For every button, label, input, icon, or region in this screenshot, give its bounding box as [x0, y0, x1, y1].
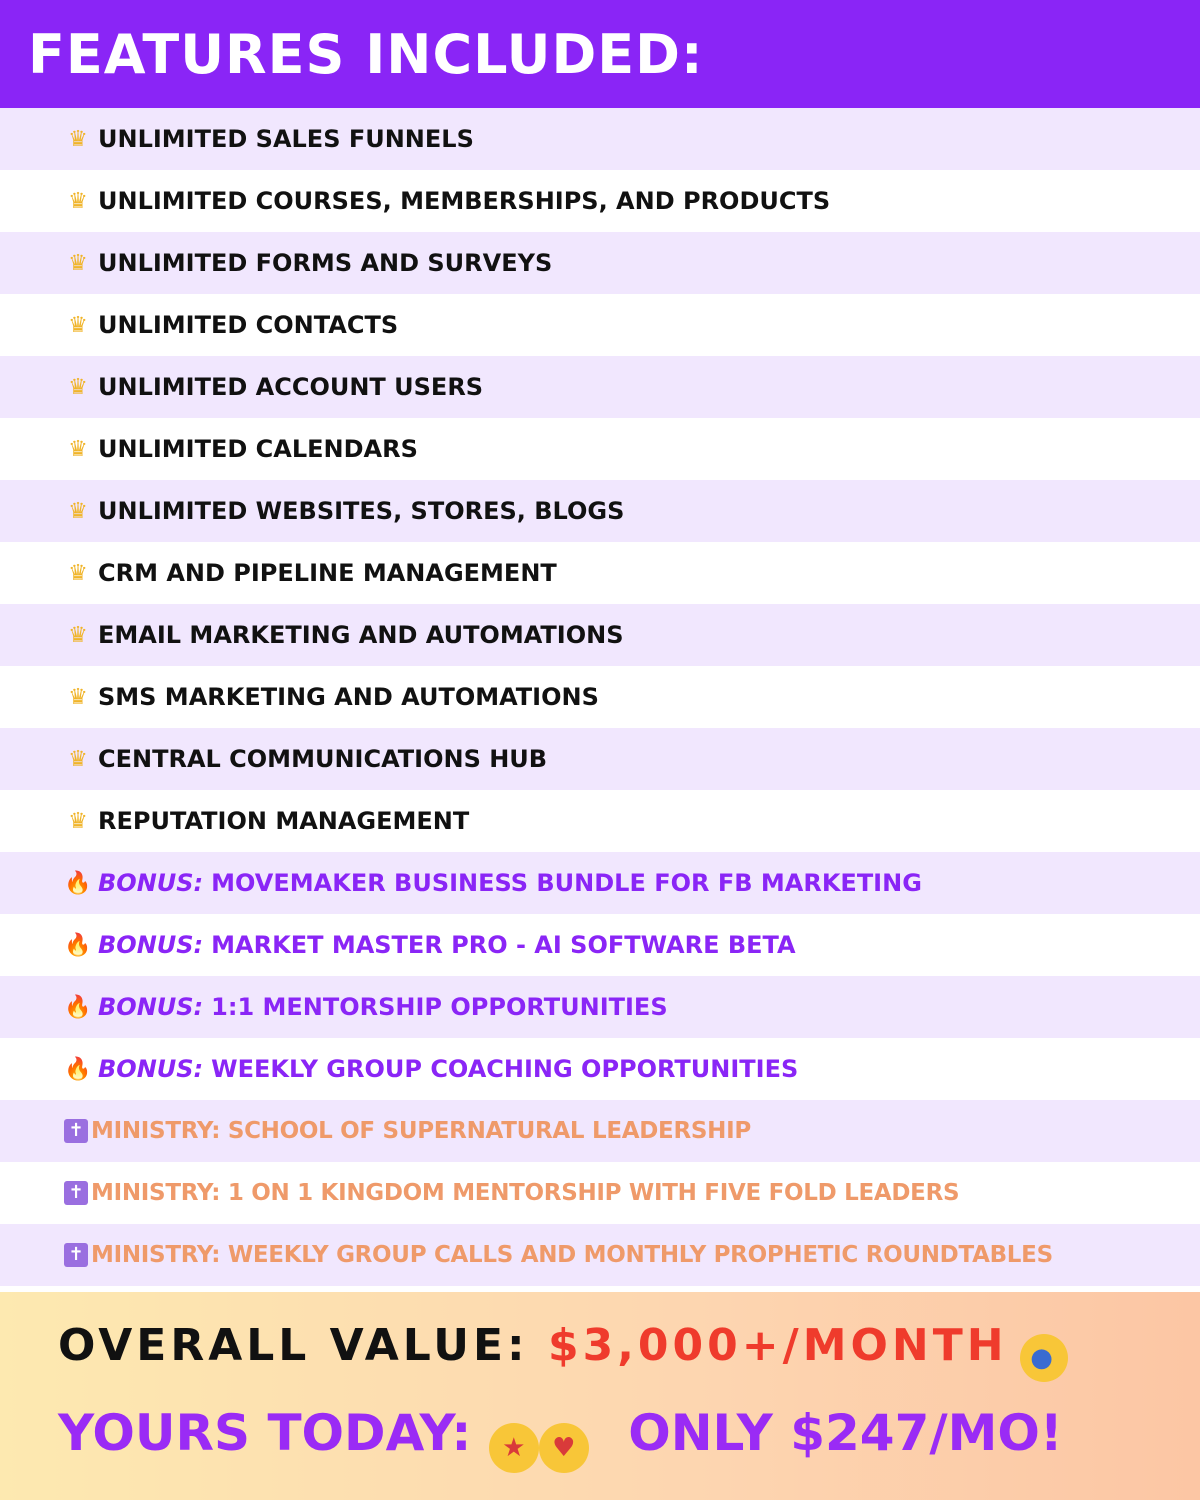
crown-icon: ♛	[68, 560, 88, 586]
pricing-footer	[0, 1292, 1200, 1500]
ministry-item	[0, 1224, 1200, 1286]
heart-eyes-face-icon: ♥	[539, 1423, 589, 1473]
feature-label: UNLIMITED ACCOUNT USERS	[98, 373, 484, 401]
bonus-item	[0, 1038, 1200, 1100]
feature-item	[0, 108, 1200, 170]
feature-list	[0, 108, 1200, 1292]
feature-label: SMS MARKETING AND AUTOMATIONS	[98, 683, 599, 711]
header-banner	[0, 0, 1200, 108]
fire-icon: 🔥	[64, 994, 92, 1020]
screaming-face-icon: ●	[1020, 1334, 1068, 1382]
page-title: FEATURES INCLUDED:	[28, 22, 704, 86]
bonus-item	[0, 852, 1200, 914]
cross-icon: ✝	[64, 1243, 88, 1267]
bonus-prefix: BONUS:	[98, 869, 204, 897]
fire-icon: 🔥	[64, 1056, 92, 1082]
feature-item	[0, 542, 1200, 604]
bonus-item	[0, 914, 1200, 976]
feature-label: UNLIMITED FORMS AND SURVEYS	[98, 249, 553, 277]
yours-today-line	[58, 1404, 1200, 1473]
ministry-label: MINISTRY: WEEKLY GROUP CALLS AND MONTHLY PROPHETIC ROUNDTABLES	[91, 1242, 1053, 1268]
feature-item	[0, 728, 1200, 790]
bonus-label: WEEKLY GROUP COACHING OPPORTUNITIES	[211, 1055, 799, 1083]
crown-icon: ♛	[68, 188, 88, 214]
crown-icon: ♛	[68, 684, 88, 710]
crown-icon: ♛	[68, 126, 88, 152]
feature-label: UNLIMITED CALENDARS	[98, 435, 418, 463]
feature-item	[0, 170, 1200, 232]
bonus-label: 1:1 MENTORSHIP OPPORTUNITIES	[211, 993, 668, 1021]
feature-item	[0, 294, 1200, 356]
fire-icon: 🔥	[64, 932, 92, 958]
feature-item	[0, 356, 1200, 418]
crown-icon: ♛	[68, 374, 88, 400]
bonus-label: MARKET MASTER PRO - AI SOFTWARE BETA	[211, 931, 796, 959]
ministry-item	[0, 1100, 1200, 1162]
feature-label: UNLIMITED WEBSITES, STORES, BLOGS	[98, 497, 625, 525]
crown-icon: ♛	[68, 436, 88, 462]
value-amount: $3,000+/MONTH	[547, 1319, 1008, 1371]
fire-icon: 🔥	[64, 870, 92, 896]
today-price: ONLY $247/MO!	[628, 1403, 1063, 1462]
feature-item	[0, 790, 1200, 852]
ministry-item	[0, 1162, 1200, 1224]
ministry-label: MINISTRY: SCHOOL OF SUPERNATURAL LEADERSHIP	[91, 1118, 751, 1144]
feature-item	[0, 666, 1200, 728]
crown-icon: ♛	[68, 808, 88, 834]
value-label: OVERALL VALUE:	[58, 1319, 529, 1371]
feature-label: UNLIMITED CONTACTS	[98, 311, 399, 339]
today-label: YOURS TODAY:	[58, 1403, 472, 1462]
bonus-prefix: BONUS:	[98, 993, 204, 1021]
crown-icon: ♛	[68, 498, 88, 524]
feature-item	[0, 418, 1200, 480]
crown-icon: ♛	[68, 622, 88, 648]
bonus-item	[0, 976, 1200, 1038]
feature-label: UNLIMITED SALES FUNNELS	[98, 125, 474, 153]
crown-icon: ♛	[68, 250, 88, 276]
cross-icon: ✝	[64, 1181, 88, 1205]
feature-label: EMAIL MARKETING AND AUTOMATIONS	[98, 621, 624, 649]
bonus-prefix: BONUS:	[98, 931, 204, 959]
feature-item	[0, 232, 1200, 294]
feature-label: CRM AND PIPELINE MANAGEMENT	[98, 559, 557, 587]
feature-item	[0, 480, 1200, 542]
feature-label: REPUTATION MANAGEMENT	[98, 807, 470, 835]
crown-icon: ♛	[68, 312, 88, 338]
feature-label: CENTRAL COMMUNICATIONS HUB	[98, 745, 548, 773]
bonus-label: MOVEMAKER BUSINESS BUNDLE FOR FB MARKETING	[211, 869, 922, 897]
feature-label: UNLIMITED COURSES, MEMBERSHIPS, AND PRODUCTS	[98, 187, 831, 215]
crown-icon: ♛	[68, 746, 88, 772]
star-struck-face-icon: ★	[489, 1423, 539, 1473]
ministry-label: MINISTRY: 1 ON 1 KINGDOM MENTORSHIP WITH FIVE FOLD LEADERS	[91, 1180, 960, 1206]
bonus-prefix: BONUS:	[98, 1055, 204, 1083]
overall-value-line	[58, 1320, 1200, 1382]
cross-icon: ✝	[64, 1119, 88, 1143]
feature-item	[0, 604, 1200, 666]
